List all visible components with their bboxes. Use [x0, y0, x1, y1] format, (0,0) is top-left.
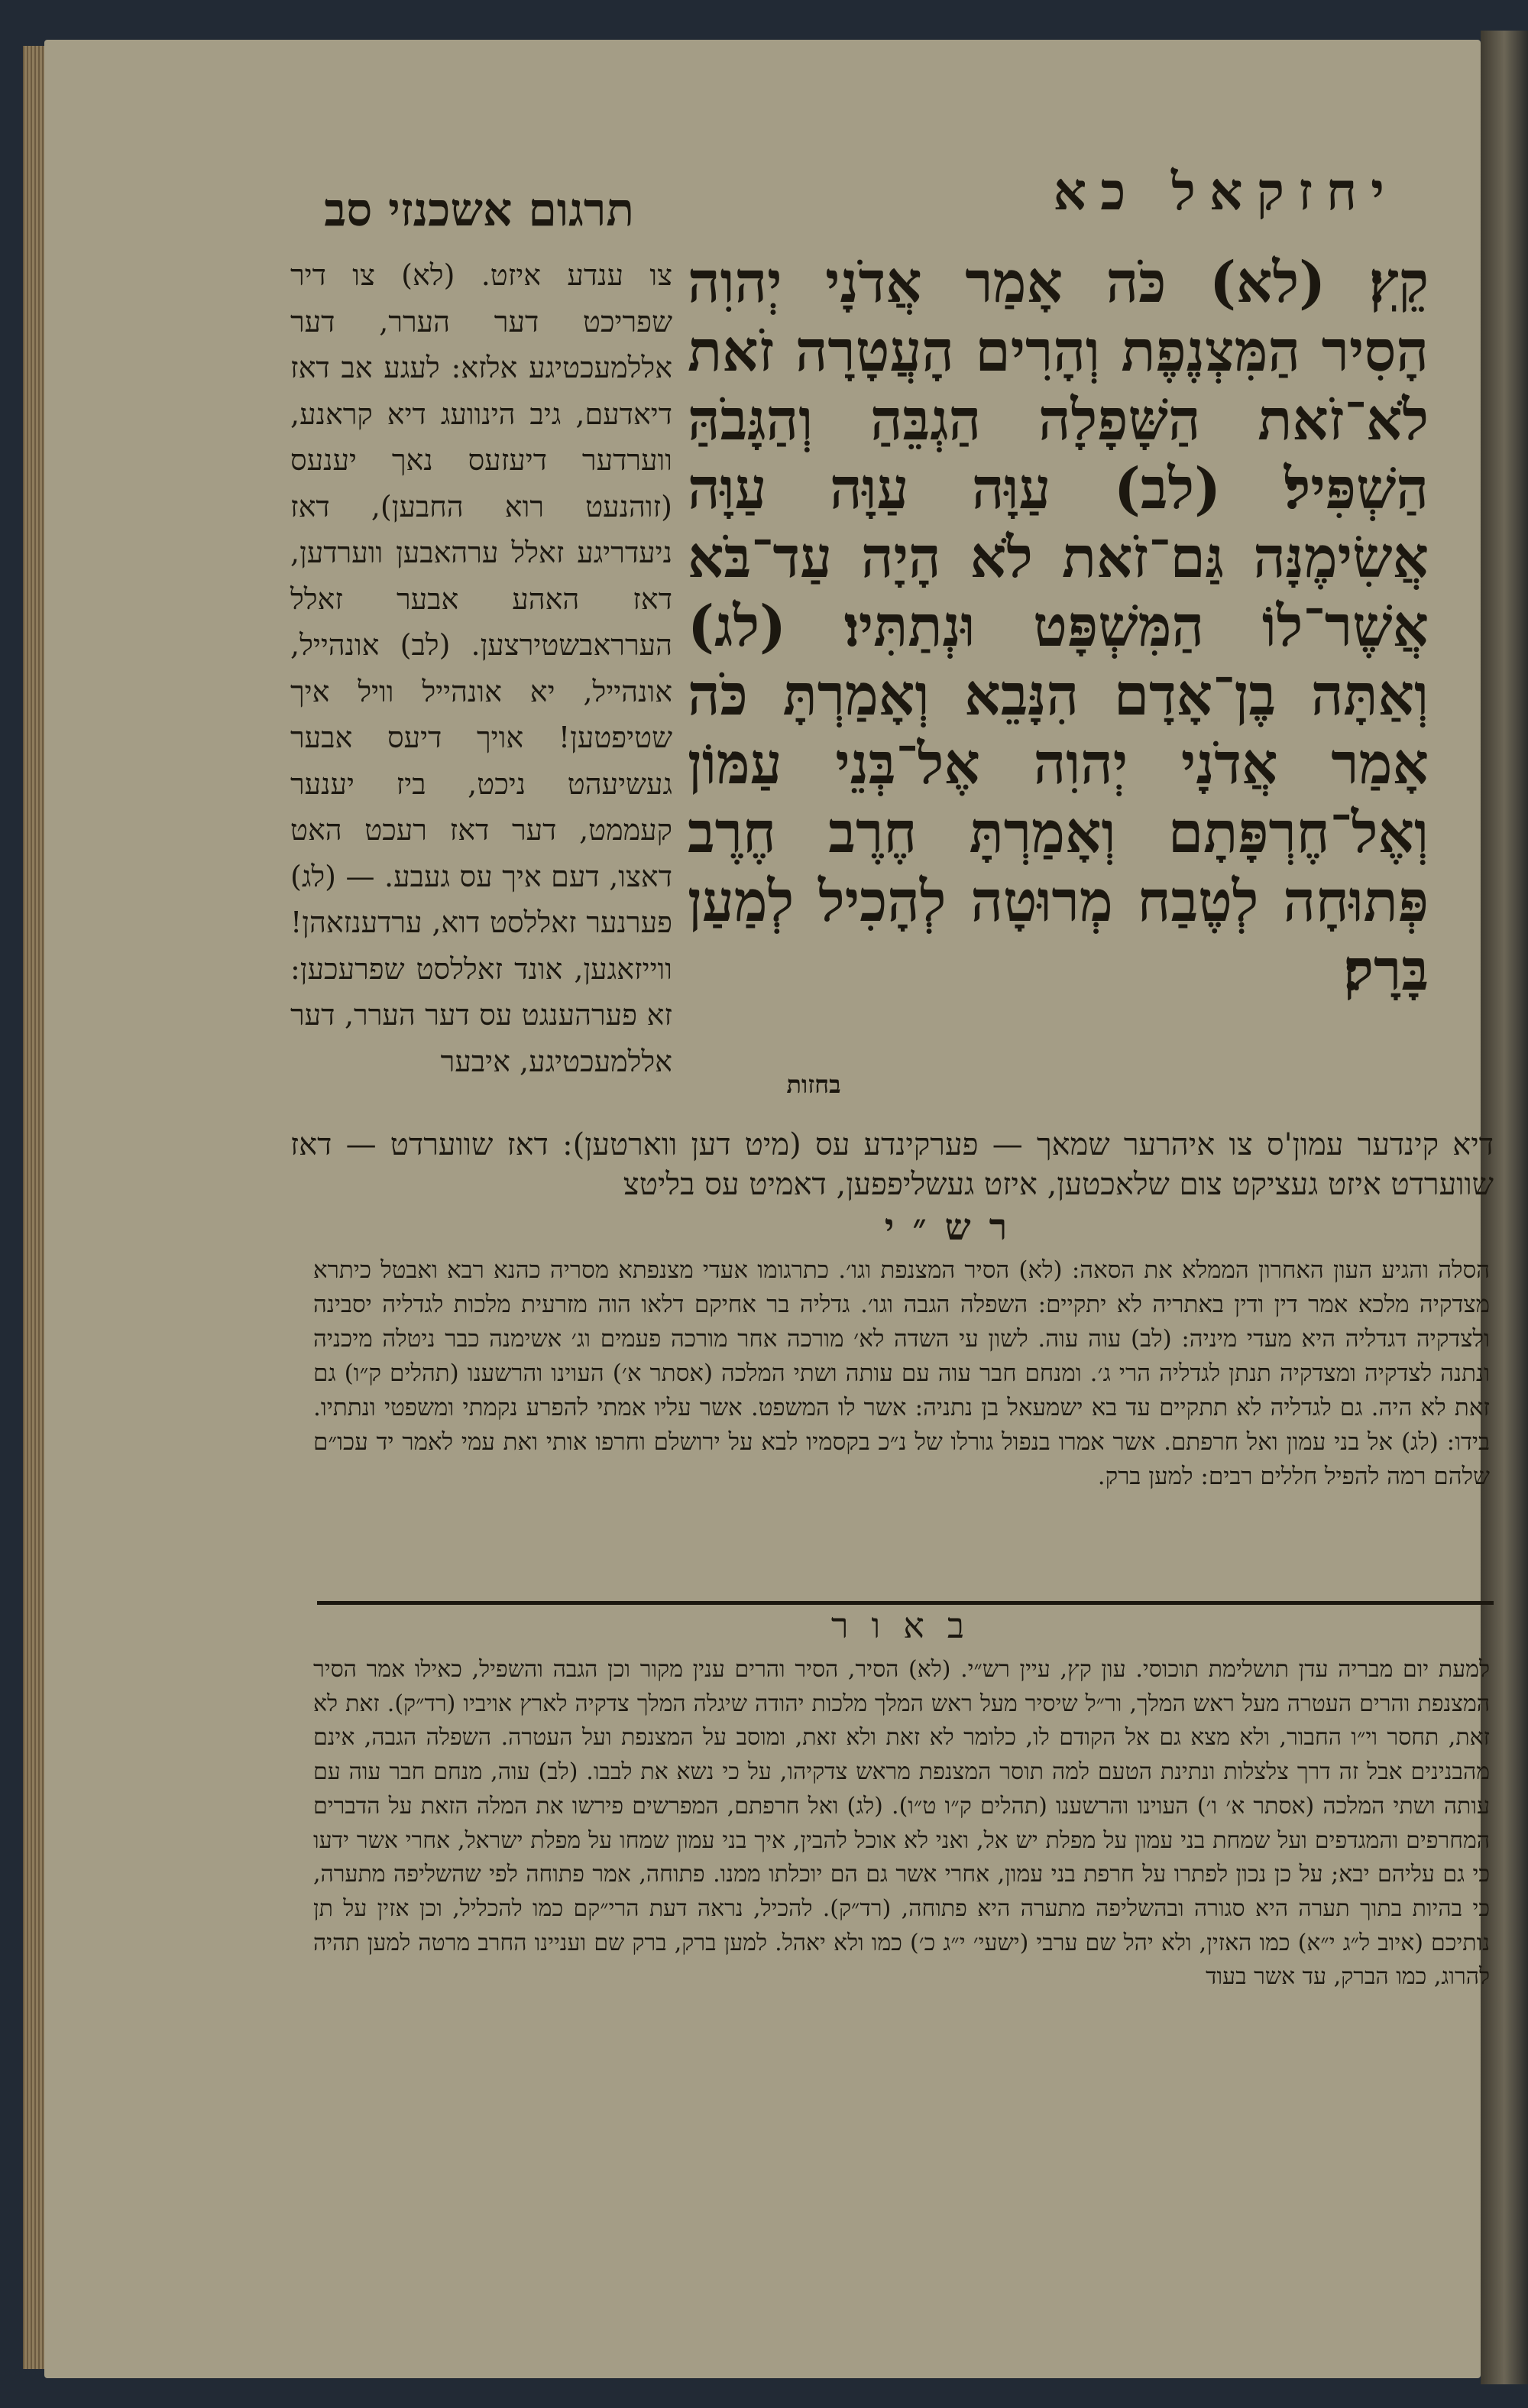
rashi-commentary: הסלה והגיע העון האחרון הממלא את הסאה: (לא) הסיר המצנפת וגו׳. כתרגומו אעדי מצנפתא מסריה כהנא רבא ואבטל כיתרא מצדקיה מלכא אמר דין ודין באתריה לא יתקיים: השפלה הגבה וגו׳. גדליה בר אחיקם דלאו הוה מזרעית מלכות לגדליה יסבינה ולצדקיה דגדליה היא מעדי מיניה: (לב) עוה עוה. לשון עי השדה לא׳ מורכה אחר מורכה פעמים וג׳ אשימנה כבר ניטלה מיכניה ונתנה לצדקיה ומצדקיה תנתן לגדליה הרי ג׳. ומנחם חבר עוה עם עותה ושתי המלכה (אסתר א׳) העוינו והרשענו (תהלים ק״ו) גם זאת לא היה. גם לגדליה לא תתקיים עד בא ישמעאל בן נתניה: אשר לו המשפט. אשר עליו אמתי להפרע נקמתי ומשפטי ונתתיו. בידו: (לג) אל בני עמון ואל חרפתם. אשר אמרו בנפול גורלו של נ״כ בקסמיו לבא על ירושלם וחרפו אותי ואת עמי לאמר יד עכו״ם שלהם רמה להפיל חללים רבים: למען ברק. [313, 1256, 1490, 1490]
yiddish-translation-continuation: דיא קינדער עמון'ס צו איהרער שמאך — פערקינדע עס (מיט דען ווארטען): דאז שווערדט — דאז שווערדט איזט געציקט צום שלאכטען, איזט געשליפפען, דאמיט עס בליטצ [290, 1127, 1494, 1202]
hebrew-verse-text: קֵֽץ׃ (לא) כֹּה אָמַר אֲדֹנָי יְהוִה הָסִיר הַמִּצְנֶפֶת וְהָרִים הָעֲטָרָה זֹאת לֹא־זֹאת הַשָּׁפָלָה הַגְבֵּהַ וְהַגָּבֹהַּ הַשְׁפִּיל׃ (לב) עַוָּה עַוָּה עַוָּה אֲשִׂימֶנָּה גַּם־זֹאת לֹא הָיָה עַד־בֹּא אֲשֶׁר־לוֹ הַמִּשְׁפָּט וּנְתַתִּיו׃ (לג) וְאַתָּה בֶן־אָדָם הִנָּבֵא וְאָמַרְתָּ כֹּה אָמַר אֲדֹנָי יְהוִה אֶל־בְּנֵי עַמּוֹן וְאֶל־חֶרְפָּתָם וְאָמַרְתָּ חֶרֶב חֶרֶב פְּתוּחָה לְטֶבַח מְרוּטָה לְהָכִיל לְמַעַן בָּרָק׃ [688, 250, 1429, 1003]
running-head-translation: תרגום אשכנזי סב [324, 183, 634, 237]
rashi-heading: רש״י [884, 1206, 1026, 1249]
beur-commentary: למעת יום מבריה עדן תושלימת תוכוסי. עון קץ, עיין רש״י. (לא) הסיר, הסיר והרים ענין מקור וכן הגבה והשפיל, כאילו אמר הסיר המצנפת והרים העטרה מעל ראש המלך, ור״ל שיסיר מעל ראש המלך מלכות יהודה שיגלה המלך צדקיה לארץ אויביו (רד״ק). זאת לא זאת, תחסר וי״ו החבור, ולא מצא גם אל הקודם לו, כלומר לא זאת ולא זאת, ומוסב על המצנפת ועל העטרה. השפלה הגבה, אינם מהבנינים אבל זה דרך צלצלות ונתינת הטעם למה תוסר המצנפת מראש צדקיהו, על כי נשא את לבבו. (לב) עוה, מנחם חבר עוה עם עותה ושתי המלכה (אסתר א׳ ו׳) העוינו והרשענו (תהלים ק״ו ט״ו). (לג) ואל חרפתם, המפרשים פירשו את המלה הזאת על הדברים המחרפים והמגדפים ועל שמחת בני עמון על מפלת יש אל, ואני לא אוכל להבין, איך בני עמון שמחו על מפלת ישראל, אחרי אשר ידעו כי גם עליהם יבא; על כן נכון לפתרו על חרפת בני עמון, אחרי אשר גם הם יוכלתו ממנו. פתוחה, אמר פתוחה לפי שהשליפה מתערה, כי בהיות בתוך תערה היא סגורה ובהשליפה מתערה היא פתוחה, (רד״ק). להכיל, נראה דעת הרי״קם כמו להכליל, וכן אזין על תן נותיכם (איוב ל״ג י״א) כמו האזין, ולא יהל שם ערבי (ישעי׳ י״ג כ׳) כמו ולא יאהל. למען ברק, ברק שם ועניינו החרב מרטה למען תהיה להרוג, כמו הברק, עד אשר בעוד [313, 1656, 1490, 1991]
catchword: בחזות [786, 1070, 841, 1099]
running-head-book-chapter: יחזקאל כא [1053, 161, 1398, 222]
beur-heading: באור [830, 1605, 988, 1646]
yiddish-translation-column: צו ענדע איזט. (לא) צו דיר שפריכט דער הערר, דער אללמעכטיגע אלזא: לעגע אב דאז דיאדעם, גיב הינוועג דיא קראנע, ווערדער דיעזעס נאך יענעס (זוהנעט רוא החבען), דאז ניעדריגע זאלל ערהאבען ווערדען, דאז האהע אבער זאלל הערראבשטירצען. (לב) אונהייל, אונהייל, יא אונהייל וויל איך שטיפטען! אויך דיעס אבער געשיעהט ניכט, ביז יענער קעממט, דער דאז רעכט האט דאצו, דעם איך עס געבע. — (לג) פערנער זאללסט דוא, ערדענזאהן! ווייזאגען, אונד זאללסט שפרעכען: זא פערהענגט עס דער הערר, דער אללמעכטיגע, איבער [290, 258, 672, 1078]
